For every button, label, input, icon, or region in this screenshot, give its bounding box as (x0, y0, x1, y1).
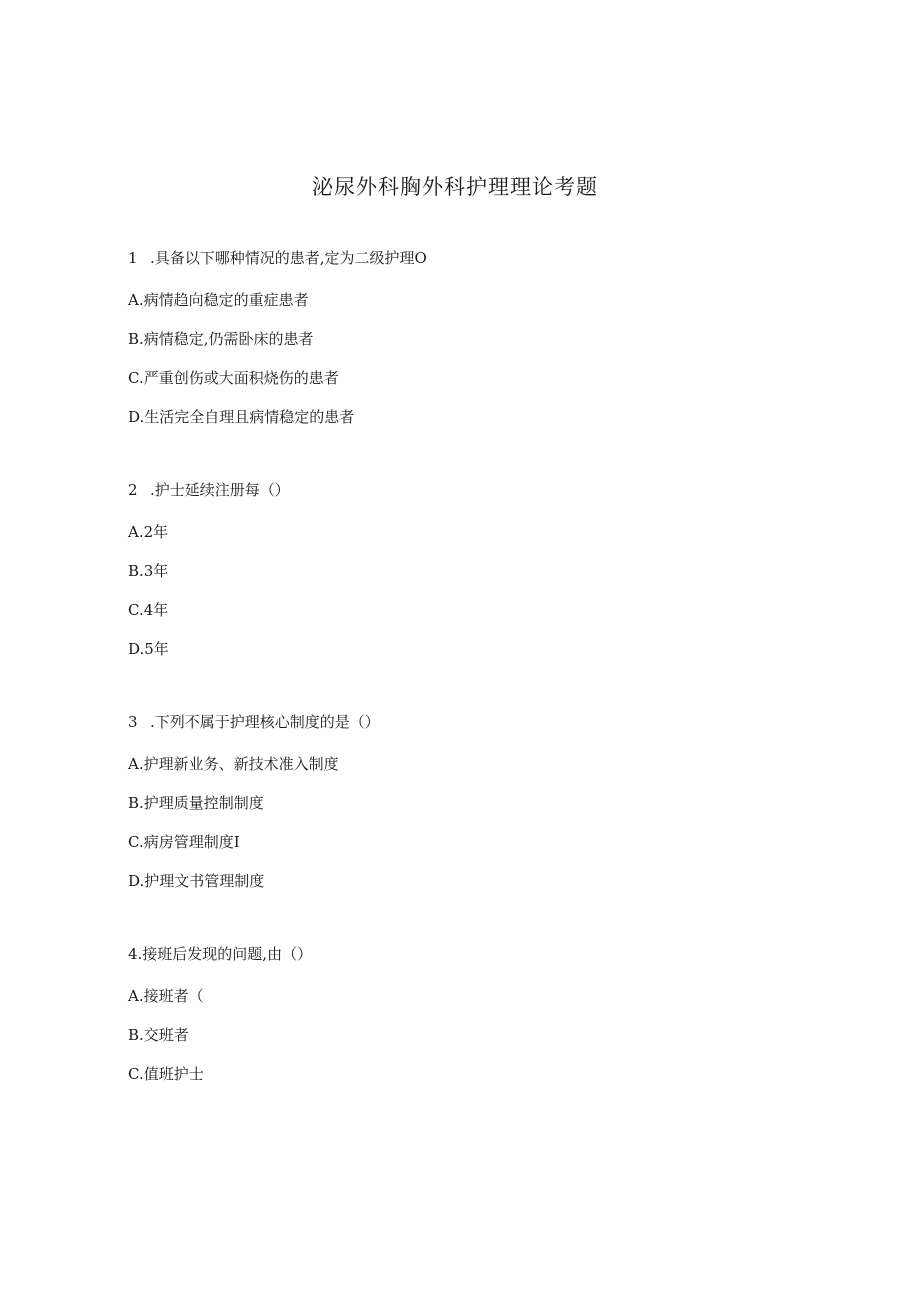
page-title: 泌尿外科胸外科护理理论考题 (312, 175, 598, 199)
question-3 (128, 711, 380, 733)
question-3-option-c: C.病房管理制度I (128, 833, 240, 851)
question-4-option-c: C.值班护士 (128, 1065, 204, 1083)
question-4-option-b: B.交班者 (128, 1026, 189, 1044)
question-2-option-a: A.2年 (128, 523, 169, 541)
question-1 (128, 247, 427, 269)
question-3-option-d: D.护理文书管理制度 (128, 872, 265, 890)
question-3-option-a: A.护理新业务、新技术准入制度 (128, 755, 339, 773)
question-1-option-c: C.严重创伤或大面积烧伤的患者 (128, 369, 339, 387)
question-4-option-a: A.接班者（ (128, 987, 204, 1005)
question-1-option-a: A.病情趋向稳定的重症患者 (128, 291, 309, 309)
question-text: .护士延续注册每（） (150, 481, 290, 499)
question-3-option-b: B.护理质量控制制度 (128, 794, 264, 812)
question-2-option-c: C.4年 (128, 601, 169, 619)
question-text: .具备以下哪种情况的患者,定为二级护理O (150, 249, 427, 267)
question-number: 3 (128, 713, 138, 731)
question-1-option-b: B.病情稳定,仍需卧床的患者 (128, 330, 314, 348)
question-number: 2 (128, 481, 138, 499)
question-text: 4.接班后发现的问题,由（） (128, 945, 313, 963)
question-2 (128, 479, 290, 501)
question-text: .下列不属于护理核心制度的是（） (150, 713, 380, 731)
question-number: 1 (128, 249, 138, 267)
question-4 (128, 943, 312, 965)
question-2-option-d: D.5年 (128, 640, 169, 658)
question-1-option-d: D.生活完全自理且病情稳定的患者 (128, 408, 355, 426)
question-2-option-b: B.3年 (128, 562, 169, 580)
